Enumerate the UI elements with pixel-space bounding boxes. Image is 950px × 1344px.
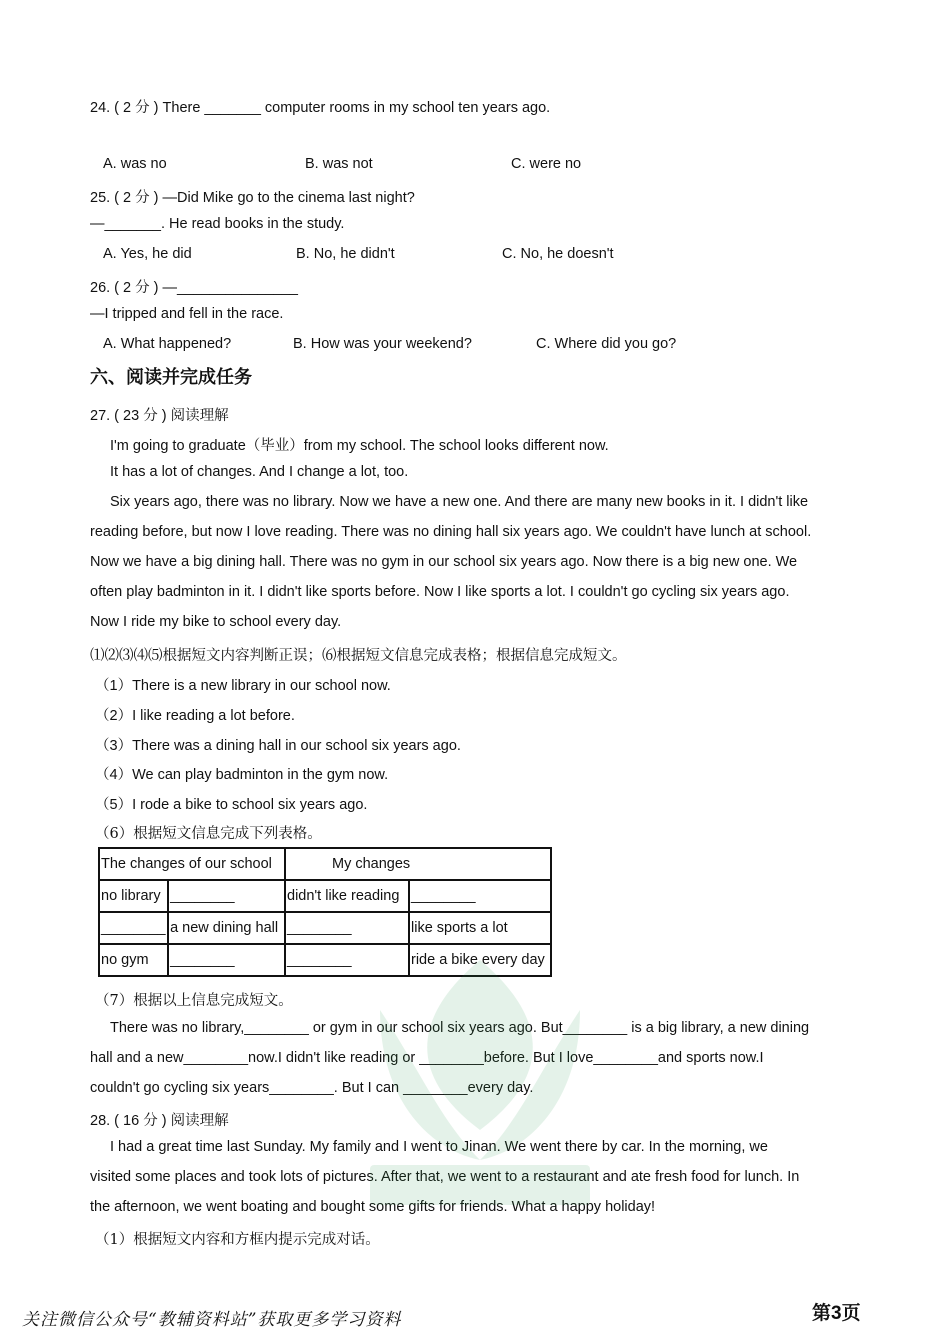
table-cell: a new dining hall [168, 912, 285, 944]
table-row [99, 880, 551, 912]
passage-28-line: I had a great time last Sunday. My family and I went to Jinan. We went there by car. In the morning, we [110, 1139, 768, 1155]
q24-option-a: A. was no [103, 156, 167, 172]
table-cell: ________ [285, 944, 409, 976]
passage-28-line: visited some places and took lots of pictures. After that, we went to a restaurant and ate fresh food for lunch. In [90, 1169, 800, 1185]
passage-27-p3-line: Now we have a big dining hall. There was no gym in our school six years ago. Now there is a big new one. We [90, 554, 798, 570]
section-title: 六、阅读并完成任务 [90, 367, 252, 388]
cloze-line: There was no library,________ or gym in our school six years ago. But________ is a big library, a new dining [110, 1020, 810, 1036]
table-cell: ________ [168, 880, 285, 912]
question-25-stem: 25. ( 2 分 ) —Did Mike go to the cinema last night? [90, 190, 415, 206]
table-cell: ________ [99, 912, 168, 944]
cloze-line: couldn't go cycling six years________. But I can ________every day. [90, 1080, 534, 1096]
passage-27-p3-line: reading before, but now I love reading. There was no dining hall six years ago. We couldn't have lunch at school. [90, 524, 812, 540]
question-27-stem: 27. ( 23 分 ) 阅读理解 [90, 408, 229, 424]
passage-27-p3-line: Six years ago, there was no library. Now we have a new one. And there are many new books in it. I didn't like [110, 494, 809, 510]
question-27-item: （6）根据短文信息完成下列表格。 [95, 826, 322, 842]
q25-option-b: B. No, he didn't [296, 246, 395, 262]
table-cell: ________ [409, 880, 551, 912]
table-header-cell: The changes of our school [99, 848, 285, 880]
question-27-item7: （7）根据以上信息完成短文。 [95, 993, 293, 1009]
question-25-line2: —_______. He read books in the study. [90, 216, 345, 232]
q26-option-a: A. What happened? [103, 336, 232, 352]
passage-28-line: the afternoon, we went boating and bought some gifts for friends. What a happy holiday! [90, 1199, 656, 1215]
q26-option-b: B. How was your weekend? [293, 336, 472, 352]
question-28-stem: 28. ( 16 分 ) 阅读理解 [90, 1113, 229, 1129]
table-row [99, 944, 551, 976]
question-27-item: （5）I rode a bike to school six years ago. [95, 797, 368, 813]
question-27-item: （1）There is a new library in our school now. [95, 678, 391, 694]
table-cell: no gym [99, 944, 168, 976]
table-cell: didn't like reading [285, 880, 409, 912]
q25-option-a: A. Yes, he did [103, 246, 192, 262]
question-27-instruction: ⑴⑵⑶⑷⑸根据短文内容判断正误；⑹根据短文信息完成表格；根据信息完成短文。 [90, 648, 627, 664]
q25-option-c: C. No, he doesn't [502, 246, 614, 262]
question-27-item: （2）I like reading a lot before. [95, 708, 295, 724]
question-26-line2: —I tripped and fell in the race. [90, 306, 284, 322]
page-number: 第3页 [812, 1303, 861, 1324]
q26-option-c: C. Where did you go? [536, 336, 677, 352]
table-cell: ________ [285, 912, 409, 944]
footer-note: 关注微信公众号“教辅资料站”获取更多学习资料 [22, 1310, 402, 1330]
question-26-stem: 26. ( 2 分 ) —_______________ [90, 280, 298, 296]
table-cell: no library [99, 880, 168, 912]
table-cell: ride a bike every day [409, 944, 551, 976]
q24-option-b: B. was not [305, 156, 373, 172]
passage-27-p1: I'm going to graduate（毕业）from my school. The school looks different now. [110, 438, 609, 454]
table-cell: ________ [168, 944, 285, 976]
passage-27-p3-line: Now I ride my bike to school every day. [90, 614, 342, 630]
question-27-item: （4）We can play badminton in the gym now. [95, 767, 389, 783]
q24-option-c: C. were no [511, 156, 582, 172]
table-header-row [99, 848, 551, 880]
question-27-item: （3）There was a dining hall in our school six years ago. [95, 738, 461, 754]
question-24-stem: 24. ( 2 分 ) There _______ computer rooms in my school ten years ago. [90, 100, 551, 116]
table-header-cell: My changes [285, 848, 551, 880]
cloze-line: hall and a new________now.I didn't like reading or ________before. But I love________and sports now.I [90, 1050, 764, 1066]
table-row [99, 912, 551, 944]
passage-27-p2: It has a lot of changes. And I change a lot, too. [110, 464, 409, 480]
changes-table [98, 847, 552, 977]
table-cell: like sports a lot [409, 912, 551, 944]
question-28-item1: （1）根据短文内容和方框内提示完成对话。 [95, 1232, 380, 1248]
passage-27-p3-line: often play badminton in it. I didn't like sports before. Now I like sports a lot. I couldn't go cycling six years ago. [90, 584, 790, 600]
